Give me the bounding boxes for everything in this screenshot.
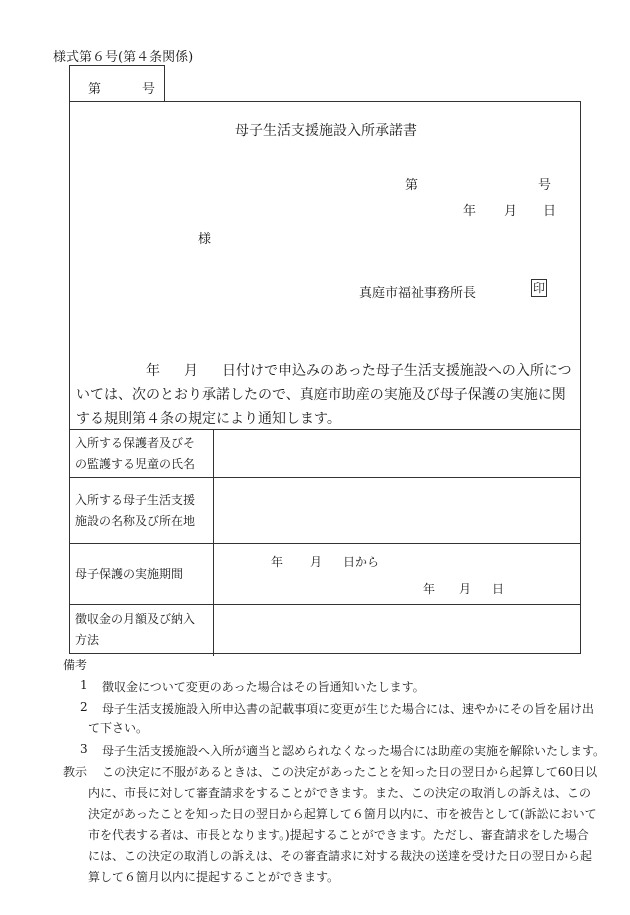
addressee-honorific: 様 — [198, 232, 212, 247]
document-title: 母子生活支援施設入所承諾書 — [235, 123, 417, 139]
notification-text — [76, 359, 576, 431]
period-from-year: 年 — [271, 555, 284, 569]
date-month: 月 — [504, 204, 518, 219]
remark-1-num: 1 — [80, 678, 88, 692]
remark-1-text: 徴収金について変更のあった場合はその旨通知いたします。 — [102, 680, 425, 694]
fee-value — [214, 605, 581, 656]
period-to-year: 年 — [423, 582, 436, 596]
facility-value — [214, 478, 581, 544]
instruction-line: この決定に不服があるときは、この決定があったことを知った日の翌日から起算して60日以 — [102, 765, 598, 779]
table-row — [70, 430, 580, 478]
resident-names-value — [214, 430, 581, 478]
doc-number-dai: 第 — [405, 178, 419, 193]
seal-mark: 印 — [532, 281, 545, 295]
period-value — [214, 544, 581, 605]
instruction-line: 算して６箇月以内に提起することができます。 — [88, 870, 340, 884]
facility-label: 入所する母子生活支援 施設の名称及び所在地 — [70, 478, 214, 544]
resident-names-label: 入所する保護者及びそ の監護する児童の氏名 — [70, 430, 214, 478]
table-row — [70, 605, 580, 656]
period-label: 母子保護の実施期間 — [70, 544, 214, 605]
body-year: 年 — [146, 363, 160, 379]
period-from-month: 月 — [310, 555, 323, 569]
period-to-month: 月 — [459, 582, 472, 596]
remarks-heading: 備考 — [63, 658, 88, 672]
table-row — [70, 544, 580, 605]
remark-2-text-a: 母子生活支援施設入所申込書の記載事項に変更が生じた場合には、速やかにその旨を届け出 — [102, 702, 595, 716]
details-table — [70, 429, 580, 656]
instruction-line: には、この決定の取消しの訴えは、その審査請求に対する裁決の送達を受けた日の翌日から起 — [88, 849, 593, 863]
instruction-line: 決定があったことを知った日の翌日から起算して６箇月以内に、市を被告として(訴訟において — [88, 807, 597, 821]
body-month: 月 — [184, 363, 198, 379]
remark-2-text-b: て下さい。 — [88, 721, 149, 735]
number-box-go: 号 — [142, 82, 156, 97]
period-to-day: 日 — [492, 582, 505, 596]
doc-number-go: 号 — [538, 178, 552, 193]
issuer-name: 真庭市福祉事務所長 — [359, 286, 477, 301]
body-text: 日付けで申込みのあった母子生活支援施設への入所については、次のとおり承諾したので、真庭市助産の実施及び母子保護の実施に関する規則第４条の規定により通知します。 — [76, 363, 572, 427]
remark-3-text: 母子生活支援施設へ入所が適当と認められなくなった場合には助産の実施を解除いたします。 — [102, 744, 606, 758]
remark-2-num: 2 — [80, 700, 88, 714]
number-box — [69, 65, 165, 102]
table-row — [70, 478, 580, 544]
date-year: 年 — [463, 204, 477, 219]
date-day: 日 — [543, 204, 557, 219]
instruction-line: 内に、市長に対して審査請求をすることができます。また、この決定の取消しの訴えは、この — [88, 786, 592, 800]
period-from-day: 日から — [343, 555, 380, 569]
instruction-line: 市を代表する者は、市長となります。)提起することができます。ただし、審査請求をした場合 — [88, 828, 589, 842]
number-box-dai: 第 — [88, 82, 102, 97]
remark-3-num: 3 — [80, 742, 88, 756]
document-frame — [69, 101, 581, 654]
form-number-label: 様式第６号(第４条関係) — [53, 50, 194, 65]
fee-label: 徴収金の月額及び納入 方法 — [70, 605, 214, 656]
instruction-heading: 教示 — [63, 765, 88, 779]
